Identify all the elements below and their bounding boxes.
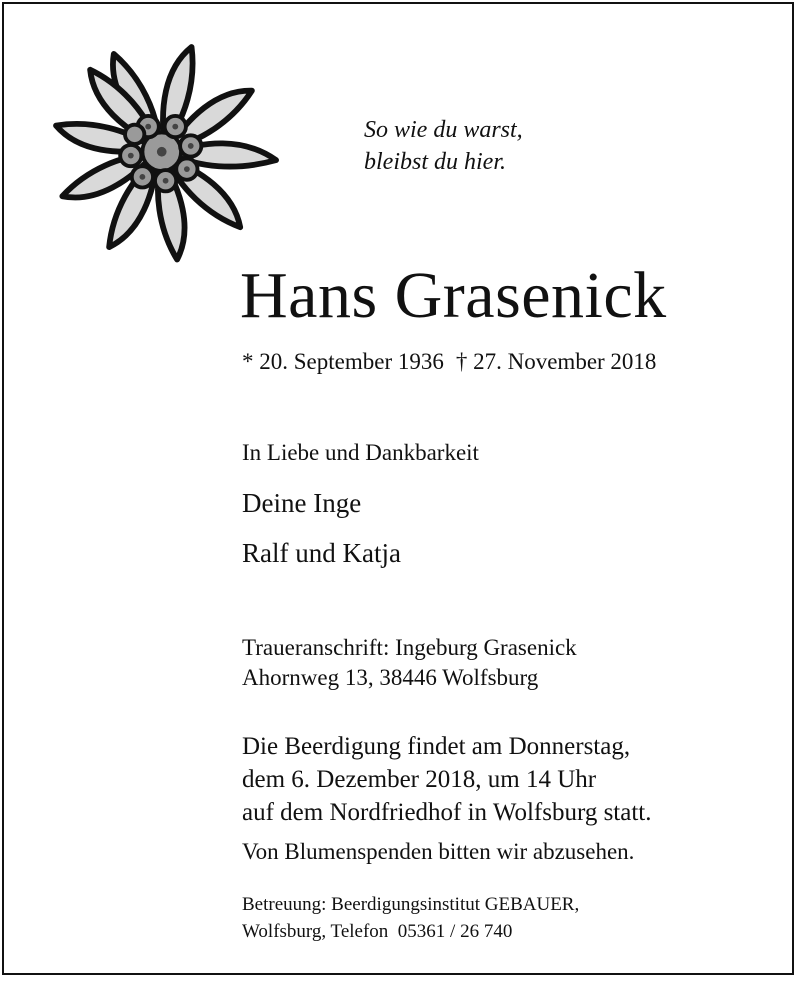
funeral-line-3: auf dem Nordfriedhof in Wolfsburg statt. bbox=[242, 799, 652, 826]
flowers-note: Von Blumenspenden bitten wir abzusehen. bbox=[242, 839, 635, 864]
address-line-2: Ahornweg 13, 38446 Wolfsburg bbox=[242, 665, 539, 690]
deceased-name: Hans Grasenick bbox=[240, 259, 667, 332]
birth-date: * 20. September 1936 bbox=[242, 349, 444, 374]
family-line-1: Deine Inge bbox=[242, 488, 362, 518]
mourning-address bbox=[242, 633, 577, 693]
care-line-1: Betreuung: Beerdigungsinstitut GEBAUER, bbox=[242, 894, 580, 915]
address-line-1: Traueranschrift: Ingeburg Grasenick bbox=[242, 635, 577, 660]
death-date: † 27. November 2018 bbox=[455, 349, 657, 374]
funeral-line-1: Die Beerdigung findet am Donnerstag, bbox=[242, 733, 631, 760]
funeral-line-2: dem 6. Dezember 2018, um 14 Uhr bbox=[242, 766, 597, 793]
funeral-details bbox=[242, 730, 652, 829]
obituary-notice bbox=[2, 2, 794, 975]
care-line-2: Wolfsburg, Telefon 05361 / 26 740 bbox=[242, 921, 513, 942]
funeral-home-info bbox=[242, 891, 579, 945]
thanks-line: In Liebe und Dankbarkeit bbox=[242, 440, 479, 465]
motto-line-1: So wie du warst, bbox=[364, 117, 523, 143]
family-line-2: Ralf und Katja bbox=[242, 538, 401, 568]
motto-line-2: bleibst du hier. bbox=[364, 149, 506, 175]
life-dates bbox=[242, 347, 656, 377]
motto-quote bbox=[364, 114, 523, 178]
